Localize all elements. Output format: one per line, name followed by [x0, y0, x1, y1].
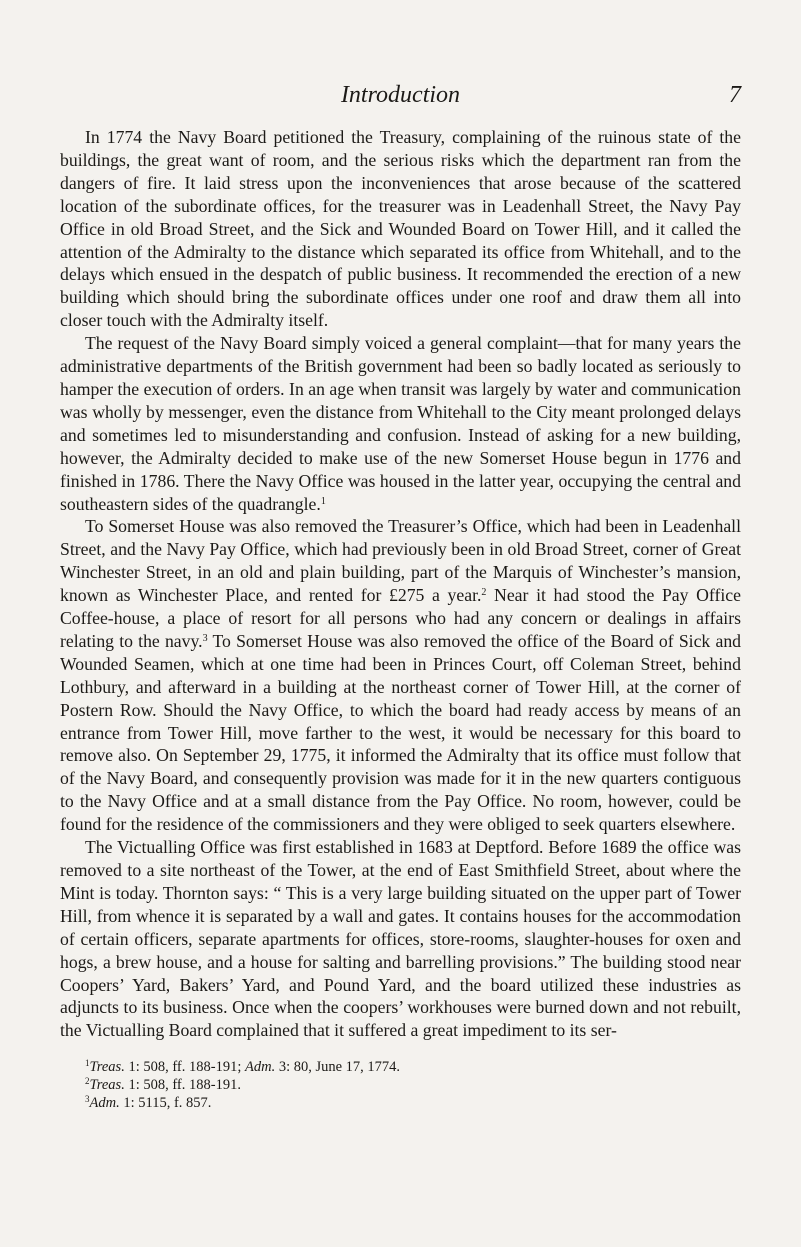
footnote-reference: 2 — [481, 587, 487, 599]
footnotes — [60, 1058, 741, 1112]
footnote — [85, 1076, 741, 1094]
page-number: 7 — [729, 82, 741, 108]
paragraph-text: To Somerset House was also removed the office of the Board of Sick and Wounded Seamen, which at one time had been in Princes Court, off Coleman Street, behind Lothbury, and afterward in a building at the northeast corner of Tower Hill, at the corner of Postern Row. Should the Navy Office, to which the board had ready access by means of an entrance from Tower Hill, move farther to the west, it would be necessary for this board to remove also. On September 29, 1775, it informed the Admiralty that its office must follow that of the Navy Board, and consequently provision was made for it in the new quarters contiguous to the Navy Office and at a small distance from the Pay Office. No room, however, could be found for the residence of the commissioners and they were obliged to seek quarters elsewhere. — [60, 630, 742, 835]
running-title: Introduction — [340, 82, 461, 108]
footnote-text: 1: 508, ff. 188-191; — [124, 1059, 245, 1076]
paragraph-text: In 1774 the Navy Board petitioned the Treasury, complaining of the ruinous state of the buildings, the great want of room, and the serious risks which the department ran from the dangers of fire. It laid stress upon the inconveniences that arose because of the scattered location of the subordinate offices, for the treasurer was in Leadenhall Street, the Navy Pay Office in old Broad Street, and the Sick and Wounded Board on Tower Hill, and it called the attention of the Admiralty to the distance which separated its office from Whitehall, and to the delays which ensued in the despatch of public business. It recommended the erection of a new building which should bring the subordinate offices under one roof and draw them all into closer touch with the Admiralty itself. — [60, 127, 741, 331]
footnote-source: Treas. — [89, 1059, 125, 1076]
running-head — [60, 82, 741, 112]
footnote — [85, 1094, 741, 1112]
body-text — [60, 126, 741, 1042]
footnote-number: 1 — [85, 1058, 90, 1069]
paragraph-text: Near it had stood the Pay Office Coffee-house, a place of resort for all persons who had any concern or dealings in affairs relating to the navy. — [60, 585, 741, 651]
paragraph — [60, 332, 741, 515]
paragraph-text: The Victualling Office was first established in 1683 at Deptford. Before 1689 the office was removed to a site northeast of the Tower, at the end of East Smithfield Street, about where the Mint is today. Thornton says: “ This is a very large building situated on the upper part of Tower Hill, from whence it is separated by a wall and gates. It contains houses for the accommodation of certain officers, separate apartments for offices, store-rooms, slaughter-houses for oxen and hogs, a brew house, and a house for salting and barrelling provisions.” The building stood near Coopers’ Yard, Bakers’ Yard, and Pound Yard, and the board utilized these industries as adjuncts to its business. Once when the coopers’ workhouses were burned down and not rebuilt, the Victualling Board complained that it suffered a great impediment to its ser- — [60, 837, 741, 1041]
footnote-source: Adm. — [89, 1095, 120, 1112]
paragraph-text: To Somerset House was also removed the Treasurer’s Office, which had been in Leadenhall Street, and the Navy Pay Office, which had previously been in old Broad Street, corner of Great Winchester Street, in an old and plain building, part of the Marquis of Winchester’s mansion, known as Winchester Place, and rented for £275 a year. — [60, 516, 741, 606]
footnote-text: 1: 508, ff. 188-191. — [124, 1077, 241, 1094]
footnote-text: 3: 80, June 17, 1774. — [275, 1059, 401, 1076]
footnote-reference: 1 — [320, 495, 326, 507]
paragraph — [60, 836, 741, 1042]
paragraph — [60, 515, 741, 836]
paragraph — [60, 126, 741, 332]
footnote-source: Treas. — [89, 1077, 125, 1094]
footnote-reference: 3 — [202, 632, 208, 644]
footnote-number: 2 — [85, 1076, 90, 1087]
paragraph-text: The request of the Navy Board simply voiced a general complaint—that for many years the administrative departments of the British government had been so badly located as seriously to hamper the execution of orders. In an age when transit was largely by water and communication was wholly by messenger, even the distance from Whitehall to the City meant prolonged delays and sometimes led to misunderstanding and confusion. Instead of asking for a new building, however, the Admiralty decided to make use of the new Somerset House begun in 1776 and finished in 1786. There the Navy Office was housed in the latter year, occupying the central and southeastern sides of the quadrangle. — [60, 333, 741, 514]
footnote-number: 3 — [85, 1094, 90, 1105]
footnote-source: Adm. — [244, 1059, 276, 1076]
footnote — [85, 1058, 741, 1076]
footnote-text: 1: 5115, f. 857. — [119, 1095, 212, 1112]
